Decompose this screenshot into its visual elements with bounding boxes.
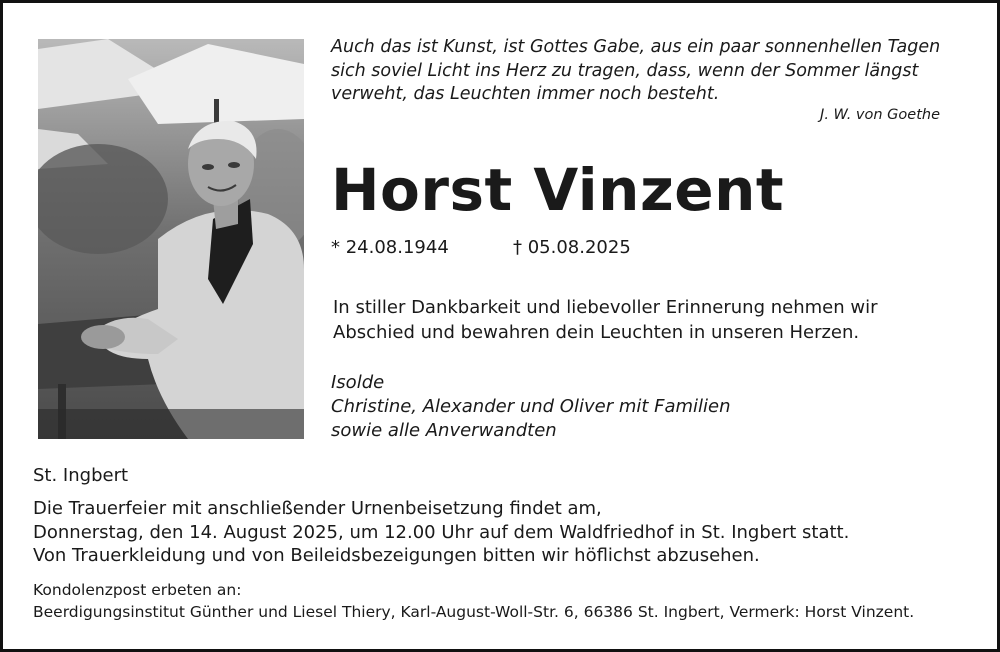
deceased-name: Horst Vinzent (331, 156, 785, 224)
ceremony-line: Donnerstag, den 14. August 2025, um 12.00 Uhr auf dem Waldfriedhof in St. Ingbert statt. (33, 521, 850, 543)
quote-line: verweht, das Leuchten immer noch besteht. (331, 84, 720, 104)
condolence-info (33, 579, 914, 623)
farewell-line: In stiller Dankbarkeit und liebevoller Erinnerung nehmen wir (333, 297, 878, 318)
mourner-entry: sowie alle Anverwandten (331, 420, 557, 441)
quote-line: Auch das ist Kunst, ist Gottes Gabe, aus ein paar sonnenhellen Tagen (331, 37, 941, 57)
quote-line: sich soviel Licht ins Herz zu tragen, dass, wenn der Sommer längst (331, 60, 919, 81)
ceremony-info (33, 497, 849, 568)
place-name: St. Ingbert (33, 465, 129, 486)
death-date: † 05.08.2025 (513, 237, 631, 258)
condolence-heading: Kondolenzpost erbeten an: (33, 581, 242, 599)
mourner-entry: Isolde (331, 372, 385, 393)
ceremony-line: Die Trauerfeier mit anschließender Urnenbeisetzung findet am, (33, 498, 602, 519)
portrait-illustration (38, 39, 304, 439)
quote-author: J. W. von Goethe (820, 107, 940, 123)
poem-quote (331, 36, 961, 107)
farewell-line: Abschied und bewahren dein Leuchten in unseren Herzen. (333, 322, 860, 343)
farewell-text (333, 295, 877, 345)
portrait-photo (38, 39, 304, 439)
ceremony-line: Von Trauerkleidung und von Beileidsbezeigungen bitten wir höflichst abzusehen. (33, 545, 760, 566)
mourner-entry: Christine, Alexander und Oliver mit Familien (331, 396, 731, 417)
birth-date: * 24.08.1944 (331, 237, 449, 258)
mourners-list (331, 371, 731, 443)
condolence-address: Beerdigungsinstitut Günther und Liesel Thiery, Karl-August-Woll-Str. 6, 66386 St. Ingbert, Vermerk: Horst Vinzent. (33, 603, 915, 621)
